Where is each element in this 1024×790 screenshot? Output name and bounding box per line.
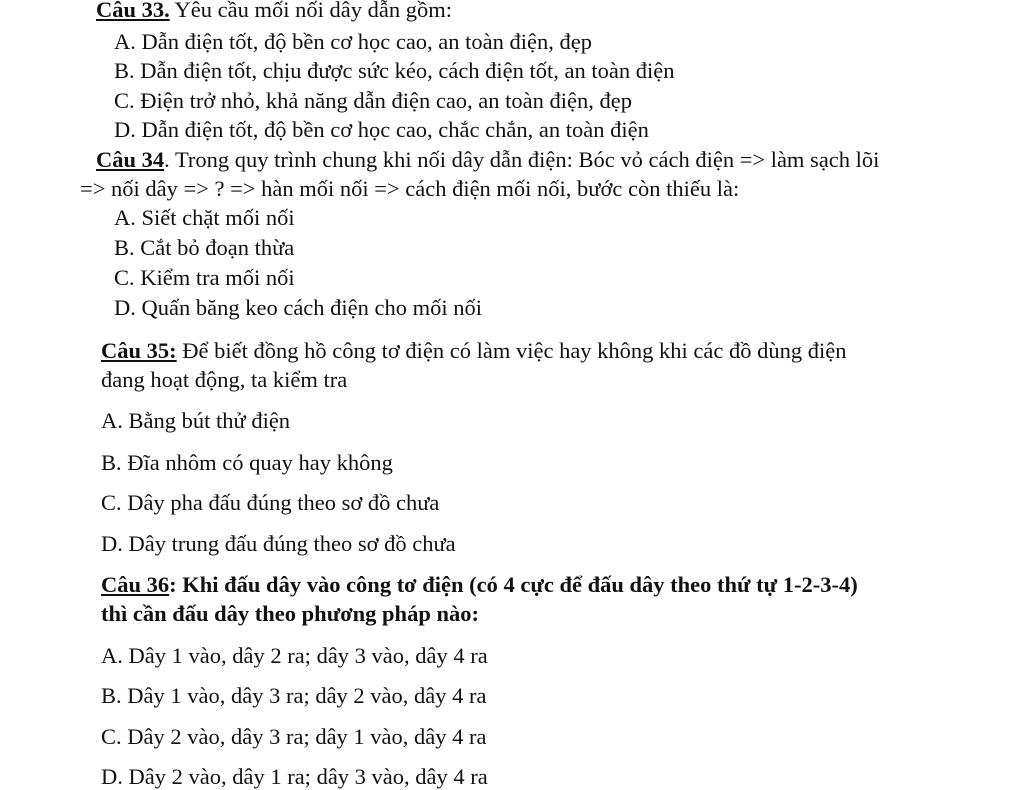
q36-stem bbox=[101, 572, 858, 598]
q35-option-c: C. Dây pha đấu đúng theo sơ đồ chưa bbox=[101, 490, 440, 515]
q36-option-b: B. Dây 1 vào, dây 3 ra; dây 2 vào, dây 4 ra bbox=[101, 683, 487, 708]
q36-option-d: D. Dây 2 vào, dây 1 ra; dây 3 vào, dây 4 ra bbox=[101, 764, 488, 789]
q33-option-c: C. Điện trở nhỏ, khả năng dẫn điện cao, an toàn điện, đẹp bbox=[114, 88, 633, 113]
q35-option-b: B. Đĩa nhôm có quay hay không bbox=[101, 450, 393, 475]
q33-stem-text: Yêu cầu mối nối dây dẫn gồm: bbox=[169, 0, 452, 22]
q36-stem-line-2: thì cần đấu dây theo phương pháp nào: bbox=[101, 601, 479, 626]
q34-stem-line-2: => nối dây => ? => hàn mối nối => cách điện mối nối, bước còn thiếu là: bbox=[80, 176, 740, 201]
q34-option-b: B. Cắt bỏ đoạn thừa bbox=[114, 235, 295, 260]
q33-option-b: B. Dẫn điện tốt, chịu được sức kéo, cách điện tốt, an toàn điện bbox=[114, 58, 675, 83]
q34-option-c: C. Kiểm tra mối nối bbox=[114, 265, 295, 290]
q33-option-d: D. Dẫn điện tốt, độ bền cơ học cao, chắc chắn, an toàn điện bbox=[114, 117, 649, 142]
q35-stem bbox=[101, 338, 847, 364]
q34-option-a: A. Siết chặt mối nối bbox=[114, 205, 295, 230]
q35-stem-line-2: đang hoạt động, ta kiểm tra bbox=[101, 367, 348, 392]
q34-stem-text-1: . Trong quy trình chung khi nối dây dẫn điện: Bóc vỏ cách điện => làm sạch lõi bbox=[164, 147, 880, 172]
q33-option-a: A. Dẫn điện tốt, độ bền cơ học cao, an toàn điện, đẹp bbox=[114, 29, 593, 54]
q34-stem bbox=[96, 147, 879, 173]
q36-option-a: A. Dây 1 vào, dây 2 ra; dây 3 vào, dây 4 ra bbox=[101, 643, 488, 668]
q33-stem bbox=[96, 0, 452, 23]
q35-option-a: A. Bằng bút thử điện bbox=[101, 408, 291, 433]
q36-stem-text-1: : Khi đấu dây vào công tơ điện (có 4 cực để đấu dây theo thứ tự 1-2-3-4) bbox=[169, 572, 858, 597]
q36-option-c: C. Dây 2 vào, dây 3 ra; dây 1 vào, dây 4 ra bbox=[101, 724, 487, 749]
q34-label: Câu 34 bbox=[96, 147, 165, 172]
q35-stem-text-1: Để biết đồng hồ công tơ điện có làm việc hay không khi các đồ dùng điện bbox=[176, 338, 847, 363]
q34-option-d: D. Quấn băng keo cách điện cho mối nối bbox=[114, 295, 483, 320]
q33-label: Câu 33. bbox=[96, 0, 170, 22]
q35-label: Câu 35: bbox=[101, 338, 177, 363]
q36-label: Câu 36 bbox=[101, 572, 170, 597]
q35-option-d: D. Dây trung đấu đúng theo sơ đồ chưa bbox=[101, 531, 456, 556]
